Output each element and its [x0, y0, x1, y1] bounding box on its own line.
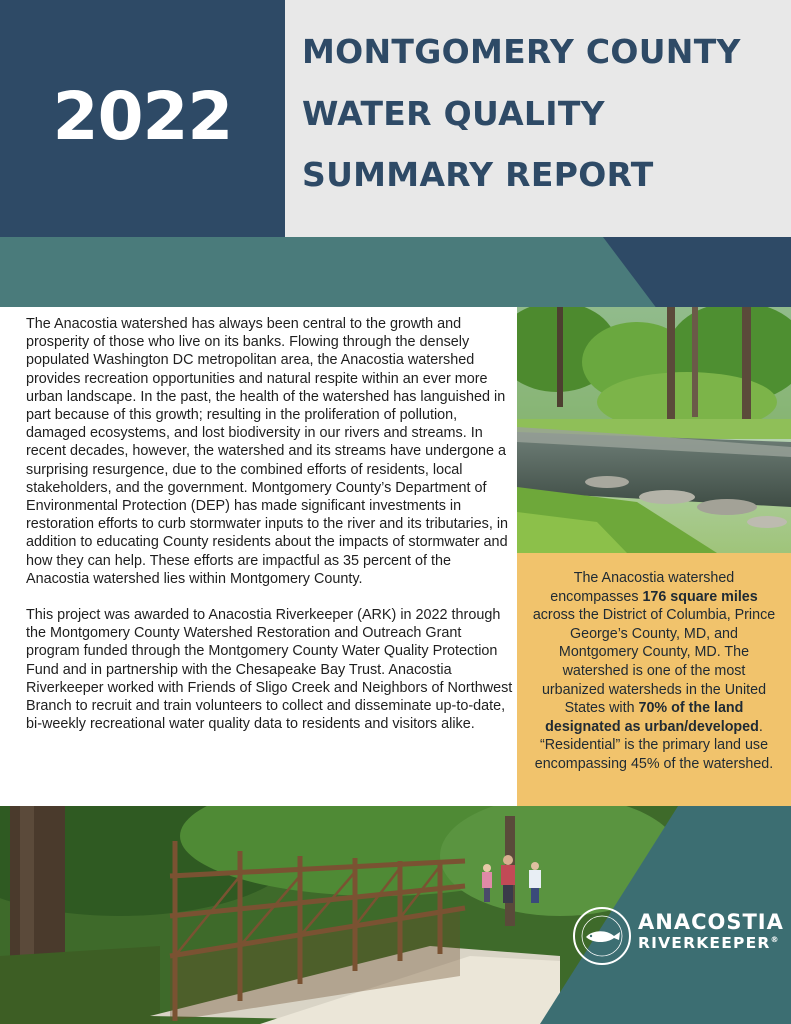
year-block: [0, 0, 285, 237]
title-line-3: SUMMARY REPORT: [302, 155, 654, 194]
logo-badge-icon: [572, 906, 632, 966]
intro-text: [26, 315, 514, 751]
logo-wordmark-riverkeeper-text: RIVERKEEPER: [638, 934, 771, 952]
facts-text-2: across the District of Columbia, Prince George’s County, MD, and Montgomery County, MD. The watershed is one of the most urbanized watersheds in the United States with: [532, 607, 776, 717]
facts-highlight-area: 176 square miles: [642, 588, 758, 605]
title-block: [285, 0, 791, 237]
title-line-2: WATER QUALITY: [302, 94, 605, 133]
logo-trademark: ®: [770, 934, 780, 944]
intro-paragraph-2: This project was awarded to Anacostia Riverkeeper (ARK) in 2022 through the Montgomery County Watershed Restoration and Outreach Grant program funded through the Montgomery County Water Quality Protection Fund and in partnership with the Chesapeake Bay Trust. Anacostia Riverkeeper worked with Friends of Sligo Creek and Neighbors of Northwest Branch to recruit and train volunteers to collect and disseminate up-to-date, bi-weekly recreational water quality data to residents and visitors alike.: [26, 607, 513, 733]
facts-text-1: The Anacostia watershed encompasses: [550, 570, 735, 605]
facts-highlight-urban: 70% of the land designated as urban/developed: [545, 700, 759, 735]
watershed-facts-box: [517, 553, 791, 806]
facts-text-3: . “Residential” is the primary land use encompassing 45% of the watershed.: [534, 718, 774, 772]
anacostia-riverkeeper-logo: [572, 906, 782, 972]
creek-photo: [517, 307, 791, 553]
title-line-1: MONTGOMERY COUNTY: [302, 32, 741, 71]
intro-paragraph-1: The Anacostia watershed has always been central to the growth and prosperity of those who live on its banks. Flowing through the densely populated Washington DC metropolitan area, the Anacostia watershed provides recreation opportunities and natural respite within an ever more urban landscape. In the past, the health of the watershed has languished in part because of this growth; resulting in the proliferation of pollution, damaged ecosystems, and lost biodiversity in our rivers and streams. In recent decades, however, the watershed and its streams have undergone a surprising resurgence, due to the combined efforts of residents, local stakeholders, and the government. Montgomery County’s Department of Environmental Protection (DEP) has made significant investments in restoration efforts to curb stormwater inputs to the river and its tributaries, in addition to educating County residents about the impacts of stormwater and how they can help. These efforts are impactful as 35 percent of the Anacostia watershed lies within Montgomery County.: [26, 316, 509, 587]
logo-wordmark-riverkeeper: [638, 934, 780, 952]
logo-wordmark-anacostia: ANACOSTIA: [638, 910, 784, 934]
report-year: 2022: [52, 78, 233, 155]
